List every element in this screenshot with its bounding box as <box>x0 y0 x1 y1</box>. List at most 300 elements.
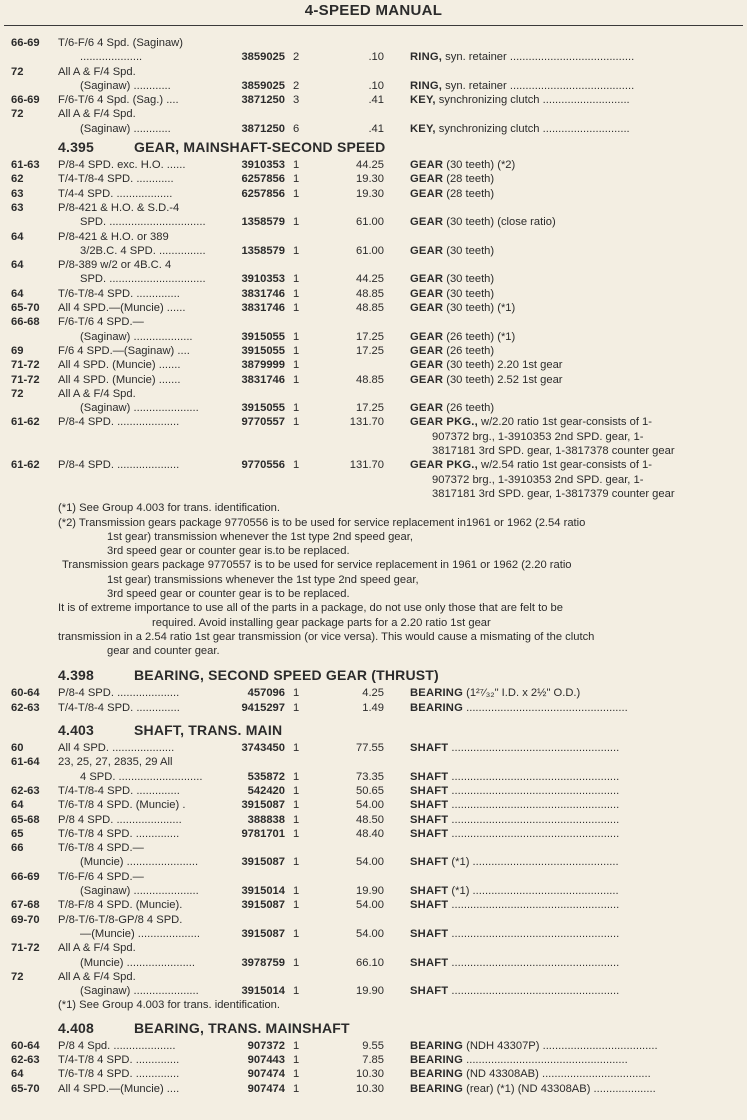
application-description: T/6-F/6 4 Spd. (Saginaw) <box>58 37 183 49</box>
parts-line <box>0 970 747 984</box>
quantity: 1 <box>293 244 300 257</box>
part-description <box>410 884 619 898</box>
parts-line <box>0 755 747 769</box>
parts-line <box>0 798 747 812</box>
part-description <box>410 927 619 941</box>
footnote-line: 1st gear) transmission whenever the 1st type 2nd speed gear, <box>107 530 413 543</box>
quantity: 1 <box>293 173 300 186</box>
parts-entry <box>0 36 747 65</box>
price: 17.25 <box>356 330 384 343</box>
part-number: 1358579 <box>241 216 285 229</box>
part-description <box>410 415 652 429</box>
section-number: 4.403 <box>58 722 95 739</box>
application-description: T/6-T/8 4 SPD. (Muncie) . <box>58 799 186 812</box>
quantity: 1 <box>293 1054 300 1066</box>
parts-entry <box>0 373 747 387</box>
part-description <box>410 686 580 700</box>
parts-line <box>0 415 747 429</box>
part-detail: (30 teeth) <box>443 273 495 286</box>
part-detail: w/2.20 ratio 1st gear-consists of 1- <box>477 416 652 429</box>
part-description <box>410 1053 628 1067</box>
part-name: SHAFT <box>410 899 449 912</box>
parts-line <box>0 315 747 329</box>
model-years: 60-64 <box>11 687 40 700</box>
application-description-cont: (Saginaw) ..................... <box>80 885 199 898</box>
application-description: All 4 SPD. (Muncie) ....... <box>58 373 181 386</box>
parts-line <box>0 301 747 315</box>
application-description: P/8-4 SPD. .................... <box>58 416 180 429</box>
part-name: GEAR <box>410 244 444 257</box>
application-description: T/6-T/8 4 SPD.— <box>58 842 144 855</box>
part-number: 3915087 <box>241 856 285 869</box>
model-years: 65-68 <box>11 813 40 826</box>
part-detail: ...................................................... <box>448 899 620 912</box>
part-description <box>410 215 556 229</box>
parts-entry <box>0 827 747 841</box>
part-number: 542420 <box>247 784 285 797</box>
part-detail: (NDH 43307P) ..................................... <box>463 1039 658 1052</box>
part-detail: (30 teeth) <box>443 287 495 300</box>
application-description: All A & F/4 Spd. <box>58 65 136 78</box>
parts-entry <box>0 458 747 501</box>
application-description: All 4 SPD.—(Muncie) ...... <box>58 302 186 315</box>
application-description: P/8-T/6-T/8-GP/8 4 SPD. <box>58 913 183 926</box>
application-description: All A & F/4 Spd. <box>58 387 136 400</box>
application-description: P/8 4 SPD. ..................... <box>58 813 182 826</box>
parts-line <box>0 458 747 472</box>
parts-entry <box>0 358 747 372</box>
part-description <box>410 344 494 358</box>
quantity: 1 <box>293 885 300 898</box>
part-detail: .................................................... <box>463 1054 628 1066</box>
part-name: GEAR <box>410 173 444 186</box>
part-detail: ...................................................... <box>448 770 620 783</box>
part-detail: ...................................................... <box>448 956 620 969</box>
quantity: 1 <box>293 742 300 755</box>
part-detail: ...................................................... <box>448 827 620 840</box>
model-years: 71-72 <box>11 942 40 955</box>
quantity: 2 <box>293 79 300 92</box>
part-number: 457096 <box>247 687 285 700</box>
application-description: All 4 SPD. (Muncie) ....... <box>58 359 181 372</box>
quantity: 1 <box>293 416 300 429</box>
footnote-line: gear and counter gear. <box>107 645 220 658</box>
part-number: 907474 <box>247 1068 285 1081</box>
price: 131.70 <box>349 459 384 472</box>
model-years: 61-62 <box>11 459 40 472</box>
parts-line <box>0 287 747 301</box>
model-years: 61-63 <box>11 159 40 172</box>
part-number: 3910353 <box>241 159 285 172</box>
parts-line <box>0 870 747 884</box>
parts-entry <box>0 187 747 201</box>
section-header-4-403 <box>0 719 747 741</box>
application-description-cont: (Saginaw) ................... <box>80 330 193 343</box>
part-name: GEAR <box>410 302 444 315</box>
model-years: 66-68 <box>11 316 40 329</box>
quantity: 1 <box>293 344 300 357</box>
application-description: T/4-T/8 4 SPD. .............. <box>58 1054 180 1066</box>
price: 44.25 <box>356 159 384 172</box>
model-years: 61-64 <box>11 756 40 769</box>
part-name: GEAR <box>410 373 444 386</box>
part-number: 3915055 <box>241 330 285 343</box>
model-years: 69 <box>11 344 24 357</box>
model-years: 72 <box>11 970 24 983</box>
part-detail: (26 teeth) <box>443 344 495 357</box>
parts-entry <box>0 1053 747 1067</box>
part-description <box>410 93 630 107</box>
model-years: 60 <box>11 742 24 755</box>
section-4-403-rows <box>0 741 747 998</box>
quantity: 6 <box>293 122 300 135</box>
price: 10.30 <box>356 1068 384 1081</box>
part-number: 535872 <box>247 770 285 783</box>
application-description-cont: .................... <box>80 51 143 64</box>
part-number: 3879999 <box>241 359 285 372</box>
application-description-cont: (Saginaw) ............ <box>80 79 171 92</box>
model-years: 62 <box>11 173 24 186</box>
model-years: 62-63 <box>11 1054 40 1066</box>
application-description: T/6-T/8 4 SPD. .............. <box>58 1068 180 1081</box>
part-name: RING, <box>410 79 443 92</box>
footnote-line: (*1) See Group 4.003 for trans. identification. <box>58 999 281 1012</box>
model-years: 64 <box>11 287 24 300</box>
part-description <box>410 741 619 755</box>
parts-entry <box>0 784 747 798</box>
model-years: 64 <box>11 230 24 243</box>
footnote-line: 1st gear) transmissions whenever the 1st type 2nd speed gear, <box>107 573 419 586</box>
part-name: BEARING <box>410 1068 463 1081</box>
part-name: SHAFT <box>410 985 449 998</box>
application-description: P/8-421 & H.O. & S.D.-4 <box>58 201 180 214</box>
part-description <box>410 984 619 998</box>
part-number: 3910353 <box>241 273 285 286</box>
part-detail: ...................................................... <box>448 927 620 940</box>
part-description <box>410 956 619 970</box>
part-description <box>410 373 563 387</box>
section-4-408-rows <box>0 1039 747 1096</box>
part-number: 388838 <box>247 813 285 826</box>
quantity: 1 <box>293 770 300 783</box>
part-name: SHAFT <box>410 856 449 869</box>
parts-entry <box>0 1039 747 1053</box>
parts-entry <box>0 701 747 715</box>
parts-line <box>0 487 747 501</box>
parts-line <box>0 1082 747 1096</box>
quantity: 2 <box>293 51 300 64</box>
parts-line <box>0 65 747 79</box>
model-years: 66-69 <box>11 37 40 49</box>
model-years: 69-70 <box>11 913 40 926</box>
price: .41 <box>368 94 384 107</box>
parts-line <box>0 258 747 272</box>
part-detail: (30 teeth) (close ratio) <box>443 216 556 229</box>
footnote-line: 3rd speed gear or counter gear is to be replaced. <box>107 587 350 600</box>
part-number: 3915055 <box>241 344 285 357</box>
price: 19.90 <box>356 985 384 998</box>
model-years: 61-62 <box>11 416 40 429</box>
parts-line <box>0 1067 747 1081</box>
parts-entry <box>0 344 747 358</box>
part-detail: ...................................................... <box>448 799 620 812</box>
price: 54.00 <box>356 899 384 912</box>
price: 61.00 <box>356 244 384 257</box>
quantity: 1 <box>293 899 300 912</box>
part-number: 9770556 <box>241 459 285 472</box>
part-name: GEAR <box>410 187 444 200</box>
model-years: 64 <box>11 1068 24 1081</box>
model-years: 62-63 <box>11 784 40 797</box>
price: 66.10 <box>356 956 384 969</box>
parts-line <box>0 401 747 415</box>
part-detail: (1²⁷⁄₃₂" I.D. x 2½" O.D.) <box>463 687 581 700</box>
part-detail: synchronizing clutch ............................ <box>435 122 630 135</box>
parts-entry <box>0 841 747 870</box>
model-years: 62-63 <box>11 701 40 714</box>
application-description: T/4-T/8-4 SPD. ............ <box>58 173 174 186</box>
part-detail: syn. retainer ........................................ <box>442 79 635 92</box>
parts-entry <box>0 898 747 912</box>
parts-line <box>0 1053 747 1067</box>
quantity: 1 <box>293 302 300 315</box>
parts-entry <box>0 158 747 172</box>
part-name: SHAFT <box>410 799 449 812</box>
part-detail: w/2.54 ratio 1st gear-consists of 1- <box>477 459 652 472</box>
top-rows <box>0 36 747 136</box>
part-detail: .................................................... <box>463 701 628 714</box>
footnote-line: (*2) Transmission gears package 9770556 is to be used for service replacement in1961 or 1962 (2.54 ratio <box>58 516 586 529</box>
parts-line <box>0 784 747 798</box>
model-years: 66-69 <box>11 870 40 883</box>
part-number: 9415297 <box>241 701 285 714</box>
part-detail: syn. retainer ........................................ <box>442 51 635 64</box>
part-description <box>410 79 634 93</box>
part-detail: (30 teeth) 2.20 1st gear <box>443 359 563 372</box>
application-description-cont: 4 SPD. ........................... <box>80 770 203 783</box>
parts-line <box>0 387 747 401</box>
parts-line <box>0 36 747 50</box>
part-detail: (28 teeth) <box>443 173 495 186</box>
parts-line <box>0 215 747 229</box>
part-name: SHAFT <box>410 885 449 898</box>
part-name: RING, <box>410 51 443 64</box>
quantity: 1 <box>293 1082 300 1095</box>
part-detail: (28 teeth) <box>443 187 495 200</box>
price: 50.65 <box>356 784 384 797</box>
part-detail: (30 teeth) 2.52 1st gear <box>443 373 563 386</box>
quantity: 1 <box>293 956 300 969</box>
section-header-4-398 <box>0 664 747 686</box>
price: 44.25 <box>356 273 384 286</box>
quantity: 1 <box>293 813 300 826</box>
part-number: 3859025 <box>241 51 285 64</box>
application-description: F/6-T/6 4 SPD.— <box>58 316 144 329</box>
parts-line <box>0 884 747 898</box>
part-description <box>410 287 494 301</box>
part-description <box>410 813 619 827</box>
model-years: 65-70 <box>11 1082 40 1095</box>
part-description-cont: 907372 brg., 1-3910353 2nd SPD. gear, 1- <box>432 430 644 443</box>
model-years: 67-68 <box>11 899 40 912</box>
parts-entry <box>0 686 747 700</box>
quantity: 1 <box>293 187 300 200</box>
part-name: BEARING <box>410 1039 463 1052</box>
parts-entry <box>0 172 747 186</box>
part-number: 3831746 <box>241 287 285 300</box>
section-4-398-rows <box>0 686 747 715</box>
part-description <box>410 122 630 136</box>
part-number: 1358579 <box>241 244 285 257</box>
model-years: 64 <box>11 259 24 272</box>
part-name: BEARING <box>410 701 463 714</box>
part-detail: (26 teeth) <box>443 402 495 415</box>
parts-line <box>0 79 747 93</box>
application-description-cont: (Saginaw) ............ <box>80 122 171 135</box>
price: 17.25 <box>356 344 384 357</box>
application-description: T/8-F/8 4 SPD. (Muncie). <box>58 899 183 912</box>
parts-entry <box>0 798 747 812</box>
part-detail: (ND 43308AB) ................................... <box>463 1068 651 1081</box>
application-description-cont: SPD. ............................... <box>80 216 206 229</box>
application-description: F/6 4 SPD.—(Saginaw) .... <box>58 344 190 357</box>
part-detail: synchronizing clutch ............................ <box>435 94 630 107</box>
application-description: All A & F/4 Spd. <box>58 942 136 955</box>
parts-line <box>0 913 747 927</box>
parts-line <box>0 741 747 755</box>
quantity: 1 <box>293 799 300 812</box>
part-name: SHAFT <box>410 784 449 797</box>
part-name: SHAFT <box>410 827 449 840</box>
part-detail: (30 teeth) (*2) <box>443 159 516 172</box>
section-title: GEAR, MAINSHAFT-SECOND SPEED <box>134 139 386 156</box>
price: 54.00 <box>356 856 384 869</box>
model-years: 72 <box>11 108 24 121</box>
parts-line <box>0 686 747 700</box>
quantity: 1 <box>293 459 300 472</box>
parts-entry <box>0 301 747 315</box>
part-description <box>410 244 494 258</box>
part-description-cont: 907372 brg., 1-3910353 2nd SPD. gear, 1- <box>432 473 644 486</box>
parts-line <box>0 1039 747 1053</box>
section-header-4-395 <box>0 136 747 158</box>
title-rule <box>4 25 743 26</box>
model-years: 63 <box>11 187 24 200</box>
application-description: F/6-T/6 4 Spd. (Sag.) .... <box>58 94 179 107</box>
quantity: 1 <box>293 359 300 372</box>
parts-entry <box>0 970 747 999</box>
application-description: All A & F/4 Spd. <box>58 970 136 983</box>
parts-entry <box>0 913 747 942</box>
price: 1.49 <box>362 701 384 714</box>
parts-line <box>0 984 747 998</box>
parts-entry <box>0 870 747 899</box>
parts-entry <box>0 813 747 827</box>
part-detail: (30 teeth) <box>443 244 495 257</box>
parts-line <box>0 373 747 387</box>
model-years: 65-70 <box>11 302 40 315</box>
part-number: 3915087 <box>241 899 285 912</box>
parts-line <box>0 941 747 955</box>
price: 9.55 <box>362 1039 384 1052</box>
part-detail: ...................................................... <box>448 742 620 755</box>
application-description: T/6-T/8-4 SPD. .............. <box>58 287 180 300</box>
part-description <box>410 272 494 286</box>
quantity: 1 <box>293 784 300 797</box>
price: 7.85 <box>362 1054 384 1066</box>
parts-entry <box>0 230 747 259</box>
price: 48.85 <box>356 373 384 386</box>
model-years: 72 <box>11 65 24 78</box>
part-number: 3915055 <box>241 402 285 415</box>
parts-line <box>0 841 747 855</box>
price: 48.50 <box>356 813 384 826</box>
parts-entry <box>0 1067 747 1081</box>
part-name: GEAR <box>410 344 444 357</box>
parts-line <box>0 230 747 244</box>
application-description: P/8-4 SPD. .................... <box>58 459 180 472</box>
part-name: GEAR PKG., <box>410 416 478 429</box>
part-description <box>410 401 494 415</box>
price: 17.25 <box>356 402 384 415</box>
price: 54.00 <box>356 799 384 812</box>
part-detail: ...................................................... <box>448 985 620 998</box>
footnote-line: 3rd speed gear or counter gear is.to be replaced. <box>107 545 350 558</box>
application-description: T/4-4 SPD. .................. <box>58 187 173 200</box>
part-number: 9781701 <box>241 827 285 840</box>
parts-entry <box>0 415 747 458</box>
part-description <box>410 158 515 172</box>
part-name: GEAR <box>410 216 444 229</box>
parts-line <box>0 473 747 487</box>
part-name: BEARING <box>410 687 463 700</box>
parts-entry <box>0 755 747 784</box>
parts-line <box>0 330 747 344</box>
part-number: 3871250 <box>241 122 285 135</box>
quantity: 1 <box>293 927 300 940</box>
price: .10 <box>368 51 384 64</box>
part-number: 6257856 <box>241 173 285 186</box>
part-number: 3743450 <box>241 742 285 755</box>
part-number: 907372 <box>247 1039 285 1052</box>
part-description <box>410 50 634 64</box>
price: 131.70 <box>349 416 384 429</box>
parts-entry <box>0 201 747 230</box>
part-description <box>410 798 619 812</box>
page-title: 4-SPEED MANUAL <box>304 2 443 19</box>
parts-line <box>0 50 747 64</box>
part-detail: (*1) ............................................... <box>448 856 619 869</box>
part-description <box>410 301 515 315</box>
quantity: 1 <box>293 159 300 172</box>
application-description: All 4 SPD. .................... <box>58 742 175 755</box>
price: 48.85 <box>356 287 384 300</box>
price: 48.85 <box>356 302 384 315</box>
parts-line <box>0 122 747 136</box>
parts-entry <box>0 65 747 94</box>
parts-line <box>0 444 747 458</box>
part-description <box>410 1082 656 1096</box>
part-name: GEAR <box>410 330 444 343</box>
part-name: SHAFT <box>410 956 449 969</box>
model-years: 66 <box>11 842 24 855</box>
quantity: 1 <box>293 216 300 229</box>
application-description-cont: SPD. ............................... <box>80 273 206 286</box>
section-4-395-rows <box>0 158 747 501</box>
part-description <box>410 358 563 372</box>
part-description <box>410 172 494 186</box>
parts-line <box>0 927 747 941</box>
